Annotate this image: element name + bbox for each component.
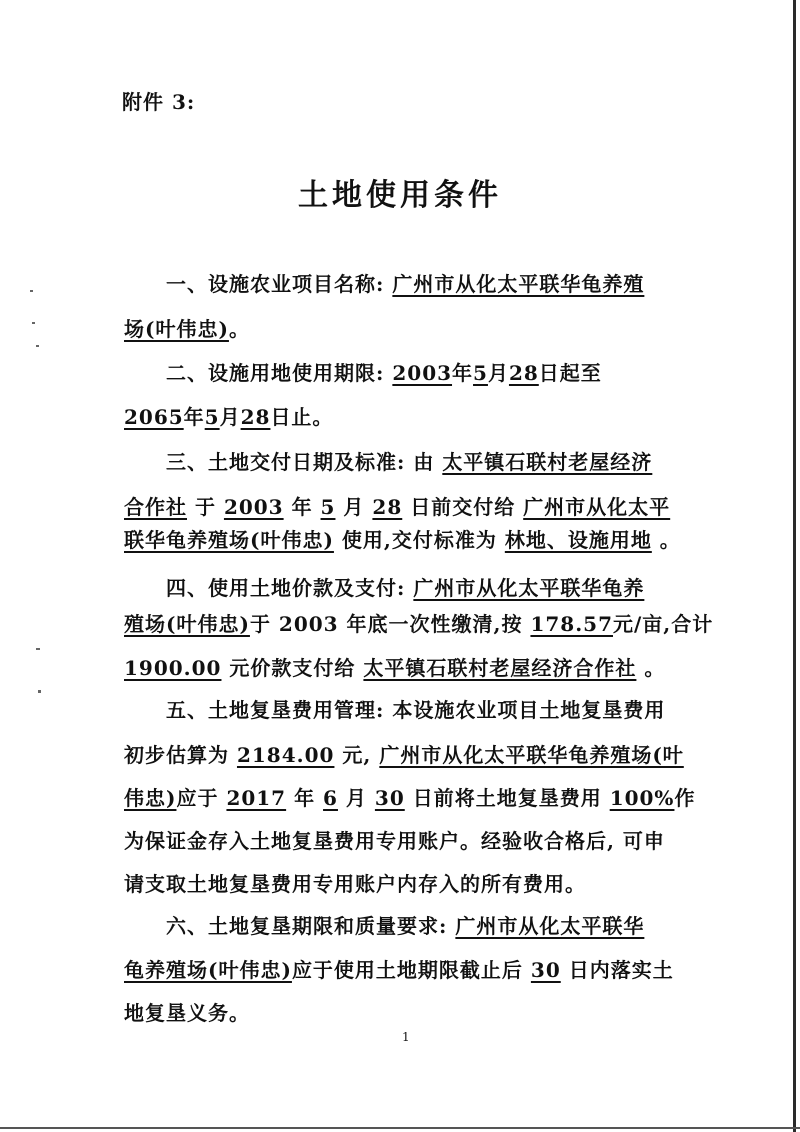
- document-line: [124, 954, 674, 983]
- document-line: [124, 868, 586, 897]
- filled-field: 5: [473, 361, 488, 385]
- filled-field: 5: [320, 495, 336, 519]
- scan-speck: [38, 690, 41, 693]
- document-line: [166, 268, 644, 297]
- line-text: 日前交付给: [402, 495, 524, 519]
- filled-field: 广州市从化太平联华: [455, 914, 645, 938]
- scan-speck: [36, 648, 40, 650]
- filled-field: 30: [374, 786, 405, 810]
- filled-field: 联华龟养殖场(叶伟忠): [124, 528, 334, 552]
- filled-field: 林地、设施用地: [504, 528, 652, 552]
- document-line: [166, 357, 602, 386]
- filled-field: 28: [372, 495, 403, 519]
- line-text: 月: [335, 495, 373, 519]
- document-line: [124, 652, 665, 681]
- line-text: 作: [674, 786, 696, 810]
- filled-field: 2065: [124, 405, 184, 429]
- line-text: 。: [636, 656, 666, 680]
- line-text: 。: [228, 317, 250, 341]
- document-line: [124, 491, 670, 520]
- line-text: 月: [219, 405, 241, 429]
- filled-field: 178.57: [530, 612, 613, 636]
- scan-speck: [32, 322, 35, 324]
- document-line: [166, 910, 644, 939]
- filled-field: 5: [204, 405, 220, 429]
- filled-field: 广州市从化太平: [523, 495, 671, 519]
- line-text: 元,: [334, 743, 380, 767]
- filled-field: 2184.00: [236, 743, 335, 767]
- line-text: 日内落实土: [560, 958, 674, 982]
- line-text: 于 2003 年底一次性缴清,按: [249, 612, 531, 636]
- page-title: 土地使用条件: [298, 178, 502, 213]
- filled-field: 太平镇石联村老屋经济: [442, 450, 653, 474]
- line-text: 年: [283, 495, 321, 519]
- filled-field: 广州市从化太平联华龟养殖场(叶: [379, 743, 684, 767]
- line-text: 应于: [176, 786, 227, 810]
- line-text: 年: [452, 361, 474, 385]
- line-text: 为保证金存入土地复垦费用专用账户。经验收合格后, 可申: [124, 829, 665, 853]
- line-text: 应于使用土地期限截止后: [291, 958, 531, 982]
- line-text: 月: [487, 361, 509, 385]
- line-text: 五、土地复垦费用管理: 本设施农业项目土地复垦费用: [166, 698, 666, 722]
- scan-edge-bottom: [0, 1127, 800, 1129]
- line-text: 二、设施用地使用期限:: [166, 361, 393, 385]
- filled-field: 2017: [226, 786, 287, 810]
- line-text: 六、土地复垦期限和质量要求:: [166, 914, 456, 938]
- scan-speck: [36, 345, 39, 347]
- filled-field: 殖场(叶伟忠): [124, 612, 250, 636]
- filled-field: 2003: [223, 495, 284, 519]
- line-text: 使用,交付标准为: [333, 528, 505, 552]
- filled-field: 100%: [609, 786, 675, 810]
- line-text: 日起至: [538, 361, 602, 385]
- line-text: 初步估算为: [124, 743, 237, 767]
- filled-field: 场(叶伟忠): [124, 317, 229, 341]
- filled-field: 28: [240, 405, 271, 429]
- filled-field: 28: [508, 361, 539, 385]
- filled-field: 1900.00: [124, 656, 222, 680]
- filled-field: 伟忠): [124, 786, 177, 810]
- scan-speck: [30, 290, 33, 292]
- document-line: [124, 524, 681, 553]
- line-text: 四、使用土地价款及支付:: [166, 576, 414, 600]
- filled-field: 广州市从化太平联华龟养: [413, 576, 645, 600]
- line-text: 日前将土地复垦费用: [404, 786, 610, 810]
- document-line: [166, 572, 644, 601]
- filled-field: 2003: [392, 361, 453, 385]
- filled-field: 6: [323, 786, 338, 810]
- document-line: [124, 401, 333, 430]
- line-text: 年: [286, 786, 324, 810]
- line-text: 月: [337, 786, 375, 810]
- document-line: [166, 446, 652, 475]
- document-line: [166, 694, 665, 723]
- document-line: [124, 782, 695, 811]
- filled-field: 广州市从化太平联华龟养殖: [392, 272, 645, 296]
- filled-field: 30: [530, 958, 561, 982]
- line-text: 日止。: [270, 405, 334, 429]
- document-line: [124, 313, 250, 342]
- filled-field: 太平镇石联村老屋经济合作社: [363, 656, 637, 680]
- line-text: 地复垦义务。: [124, 1001, 250, 1025]
- filled-field: 合作社: [124, 495, 187, 519]
- annex-label: 附件 3:: [122, 90, 196, 114]
- line-text: 。: [651, 528, 681, 552]
- document-line: [124, 825, 665, 854]
- page-number: 1: [402, 1030, 410, 1044]
- document-line: [124, 997, 250, 1026]
- line-text: 于: [187, 495, 224, 519]
- line-text: 元/亩,合计: [613, 612, 714, 636]
- filled-field: 龟养殖场(叶伟忠): [124, 958, 292, 982]
- document-line: [124, 608, 713, 637]
- line-text: 请支取土地复垦费用专用账户内存入的所有费用。: [124, 872, 586, 896]
- line-text: 三、土地交付日期及标准: 由: [166, 450, 443, 474]
- line-text: 一、设施农业项目名称:: [166, 272, 393, 296]
- line-text: 年: [183, 405, 205, 429]
- document-line: [124, 739, 684, 768]
- line-text: 元价款支付给: [221, 656, 364, 680]
